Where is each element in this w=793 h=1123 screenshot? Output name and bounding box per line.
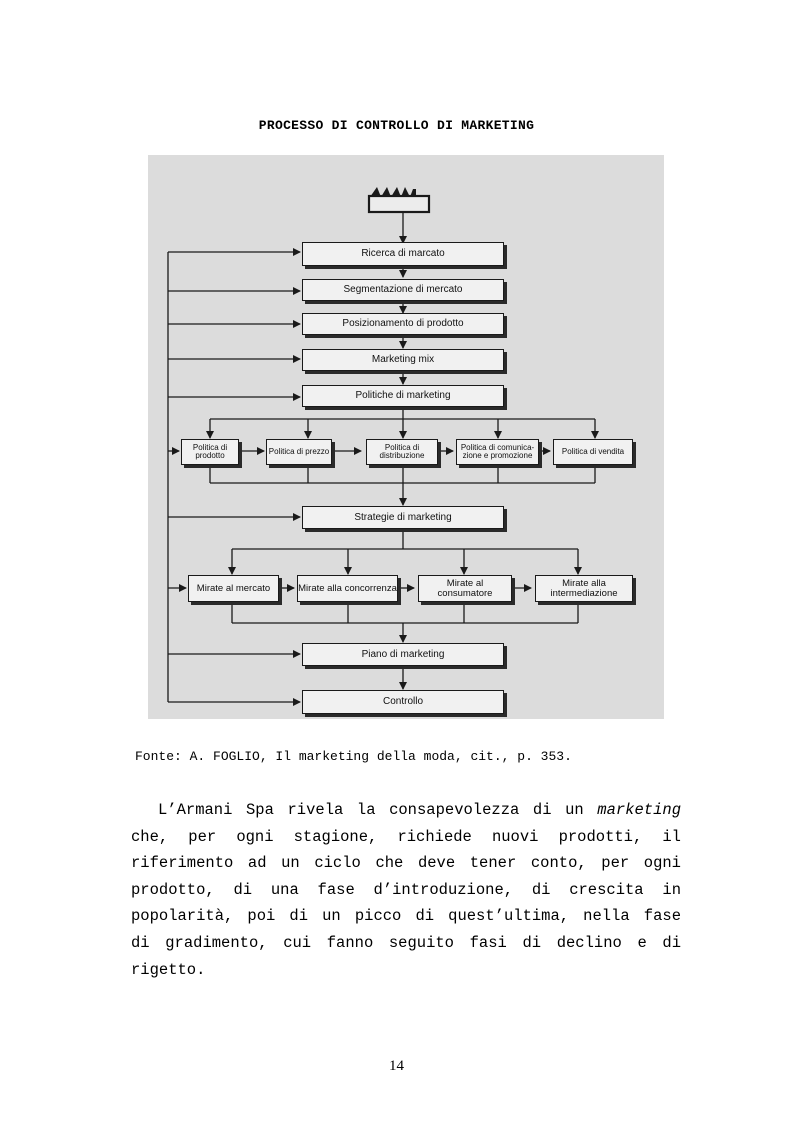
flowchart-connectors [148, 155, 664, 719]
box-mirate-intermediazione: Mirate alla intermediazione [535, 575, 633, 602]
box-politica-comunicazione: Politica di comunica- zione e promozione [456, 439, 539, 465]
box-piano-di-marketing: Piano di marketing [302, 643, 504, 666]
box-posizionamento: Posizionamento di prodotto [302, 313, 504, 335]
paragraph-line-last: rigetto. [131, 960, 206, 979]
page-number: 14 [389, 1058, 404, 1074]
emphasis-marketing: marketing [597, 801, 681, 819]
box-mirate-mercato: Mirate al mercato [188, 575, 279, 602]
box-politiche-di-marketing: Politiche di marketing [302, 385, 504, 407]
box-politica-distribuzione: Politica di distribuzione [366, 439, 438, 465]
paragraph-line: riferimento ad un ciclo che deve tener conto, per ogni [131, 854, 681, 873]
box-politica-prodotto: Politica di prodotto [181, 439, 239, 465]
paragraph-line: prodotto, di una fase d’introduzione, di crescita in [131, 880, 681, 899]
paragraph-line: L’Armani Spa rivela la consapevolezza di un marketing [158, 801, 681, 819]
page-title: PROCESSO DI CONTROLLO DI MARKETING [258, 118, 535, 133]
box-segmentazione: Segmentazione di mercato [302, 279, 504, 301]
paragraph-line: popolarità, poi di un picco di quest’ultima, nella fase [131, 907, 681, 926]
box-controllo: Controllo [302, 690, 504, 714]
paragraph-line: di gradimento, cui fanno seguito fasi di declino e di [131, 933, 681, 952]
body-paragraph [131, 797, 681, 983]
box-marketing-mix: Marketing mix [302, 349, 504, 371]
figure-source: Fonte: A. FOGLIO, Il marketing della moda, cit., p. 353. [135, 749, 572, 764]
box-ricerca-di-mercato: Ricerca di marcato [302, 242, 504, 266]
factory-icon [369, 187, 429, 212]
flowchart [148, 155, 664, 719]
box-mirate-consumatore: Mirate al consumatore [418, 575, 512, 602]
box-politica-vendita: Politica di vendita [553, 439, 633, 465]
box-mirate-concorrenza: Mirate alla concorrenza [297, 575, 398, 602]
paragraph-line: che, per ogni stagione, richiede nuovi prodotti, il [131, 827, 681, 846]
box-politica-prezzo: Politica di prezzo [266, 439, 332, 465]
box-strategie-di-marketing: Strategie di marketing [302, 506, 504, 529]
